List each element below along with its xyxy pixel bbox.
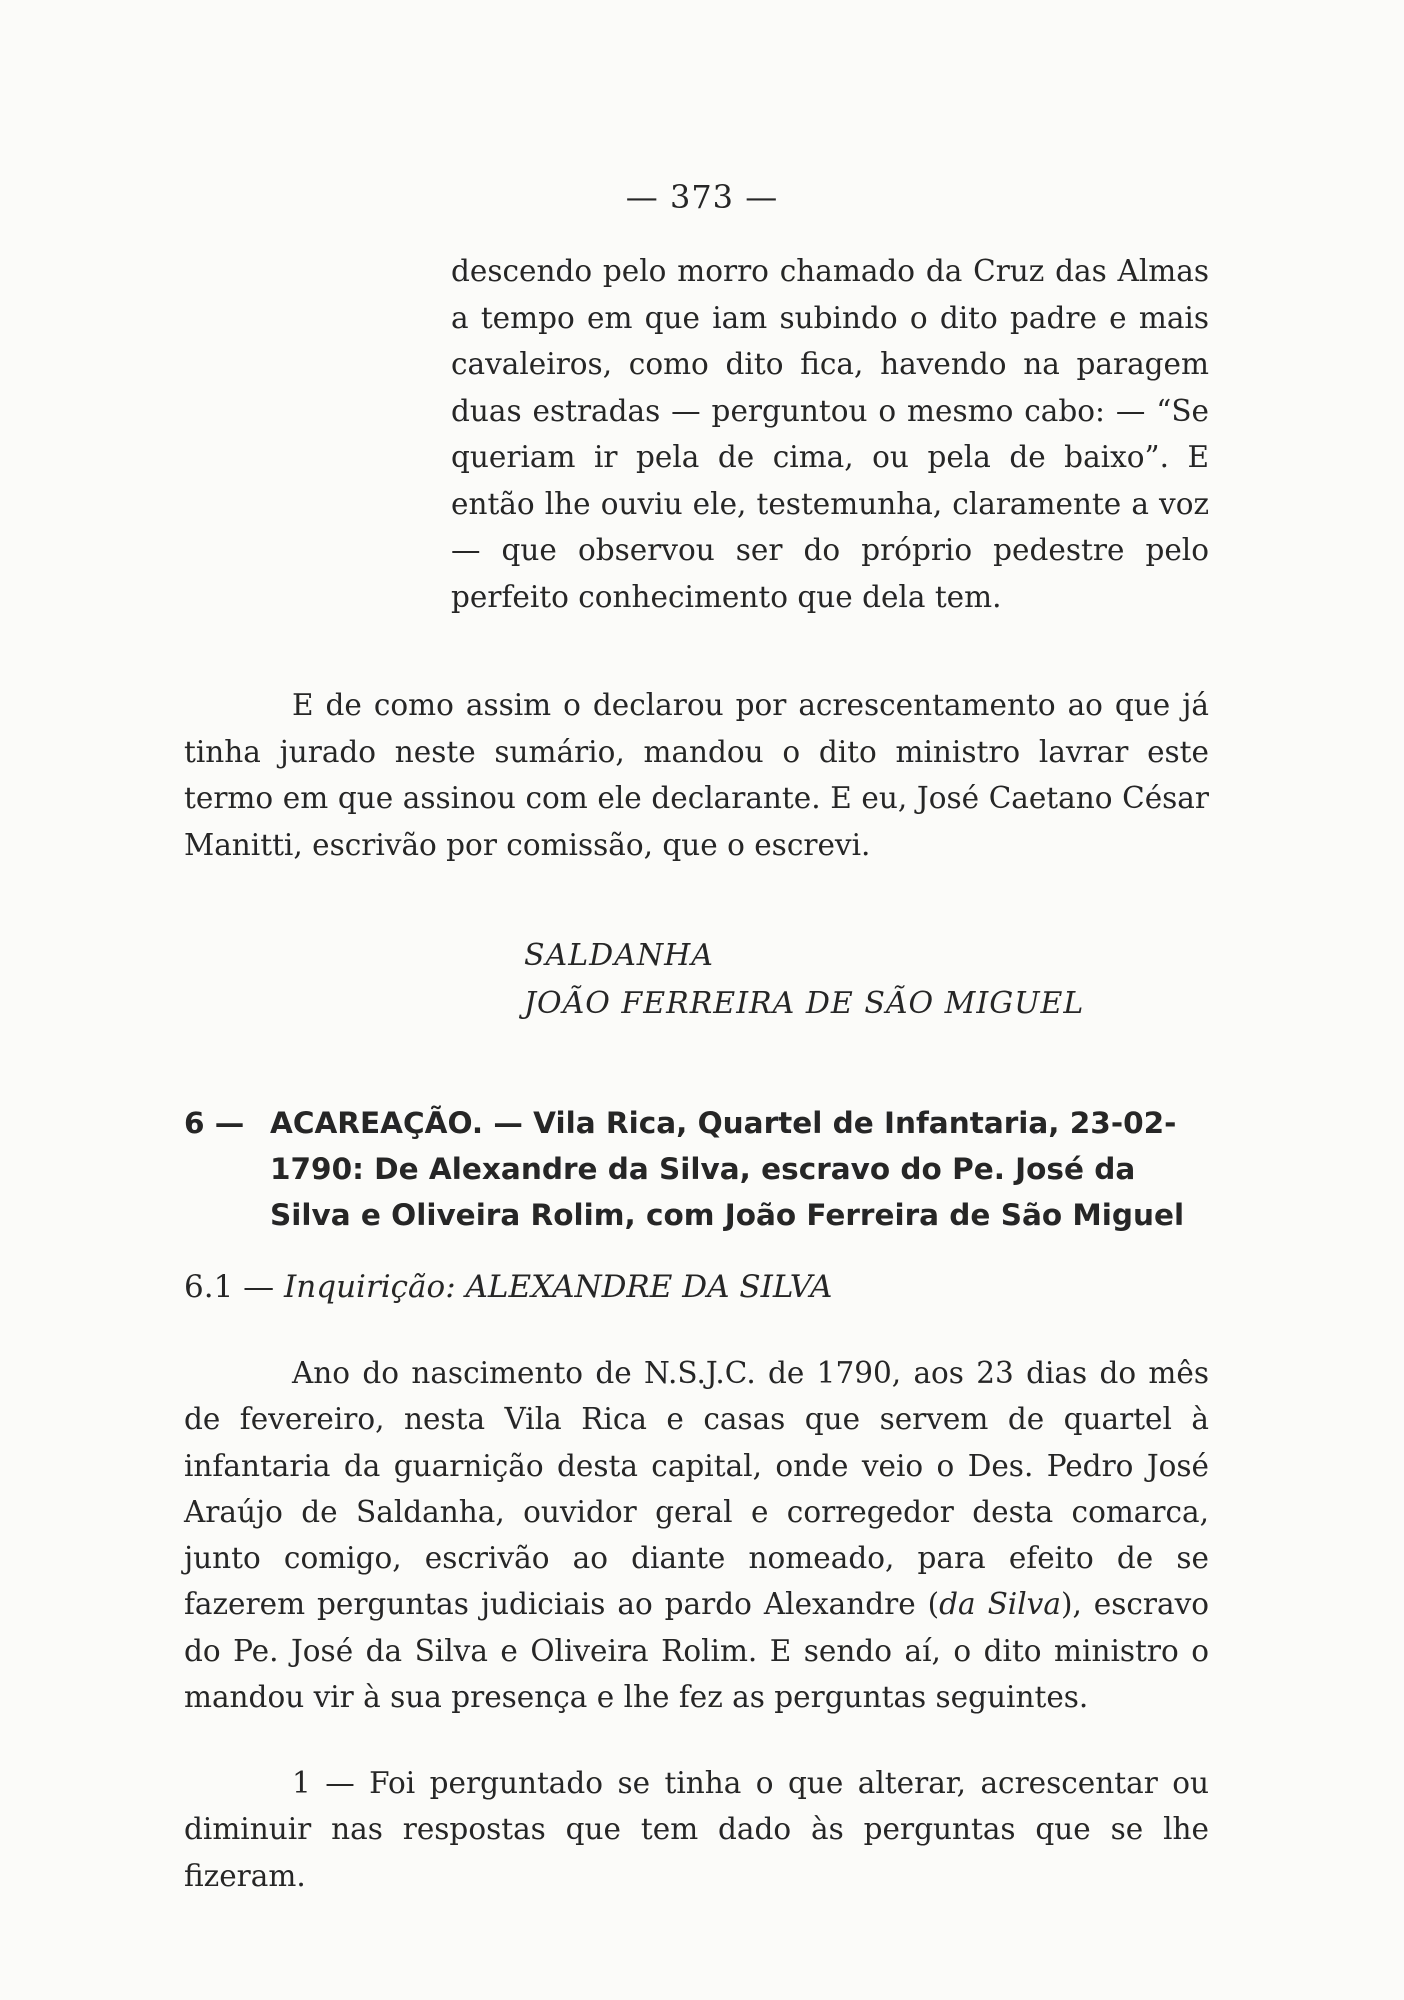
inquiry-text-after: ), escravo do Pe. José da Silva e Oliveira Rolim. E sendo aí, o dito ministro o mandou vir à sua presença e lhe fez as perguntas seguintes.: [184, 1587, 1210, 1715]
inquiry-text-italic: da Silva: [939, 1587, 1061, 1622]
closing-paragraph-text: E de como assim o declarou por acrescentamento ao que já tinha jurado neste sumário, mandou o dito ministro lavrar este termo em que assinou com ele declarante. E eu, José Caetano César Manitti, escrivão por comissão, que o escrevi.: [184, 688, 1209, 862]
question-paragraph: [184, 1760, 1209, 1899]
subsection-name: ALEXANDRE DA SILVA: [465, 1269, 833, 1305]
subsection-label: Inquirição:: [284, 1269, 456, 1305]
closing-paragraph: [184, 682, 1209, 868]
continuation-paragraph: descendo pelo morro chamado da Cruz das Almas a tempo em que iam subindo o dito padre e mais cavaleiros, como dito fica, havendo na paragem duas estradas — perguntou o mesmo cabo: — “Se queriam ir pela de cima, ou pela de baixo”. E então lhe ouviu ele, testemunha, claramente a voz — que observou ser do próprio pedestre pelo perfeito conhecimento que dela tem.: [451, 254, 1209, 614]
section-heading: [184, 1100, 1209, 1238]
signature-saldanha: SALDANHA: [524, 938, 714, 973]
section-number: 6 —: [184, 1106, 245, 1140]
signature-block: [524, 932, 1084, 1028]
subsection-number: 6.1 —: [184, 1269, 275, 1305]
inquiry-paragraph: [184, 1350, 1209, 1720]
subsection-heading: [184, 1267, 832, 1307]
question-text: 1 — Foi perguntado se tinha o que alterar, acrescentar ou diminuir nas respostas que tem dado às perguntas que se lhe fizeram.: [184, 1766, 1209, 1893]
page-number: — 373 —: [625, 178, 779, 216]
inquiry-text-before: Ano do nascimento de N.S.J.C. de 1790, aos 23 dias do mês de fevereiro, nesta Vila Rica e casas que servem de quartel à infantaria da guarnição desta capital, onde veio o Des. Pedro José Araújo de Saldanha, ouvidor geral e corregedor desta comarca, junto comigo, escrivão ao diante nomeado, para efeito de se fazerem perguntas judiciais ao pardo Alexandre (: [184, 1356, 1209, 1622]
section-title-line1: ACAREAÇÃO. — Vila Rica, Quartel de Infantaria, 23-02-: [270, 1106, 1177, 1140]
section-title-rest: 1790: De Alexandre da Silva, escravo do Pe. José da Silva e Oliveira Rolim, com João Ferreira de São Miguel: [270, 1152, 1185, 1232]
signature-joao-ferreira: JOÃO FERREIRA DE SÃO MIGUEL: [524, 986, 1085, 1021]
